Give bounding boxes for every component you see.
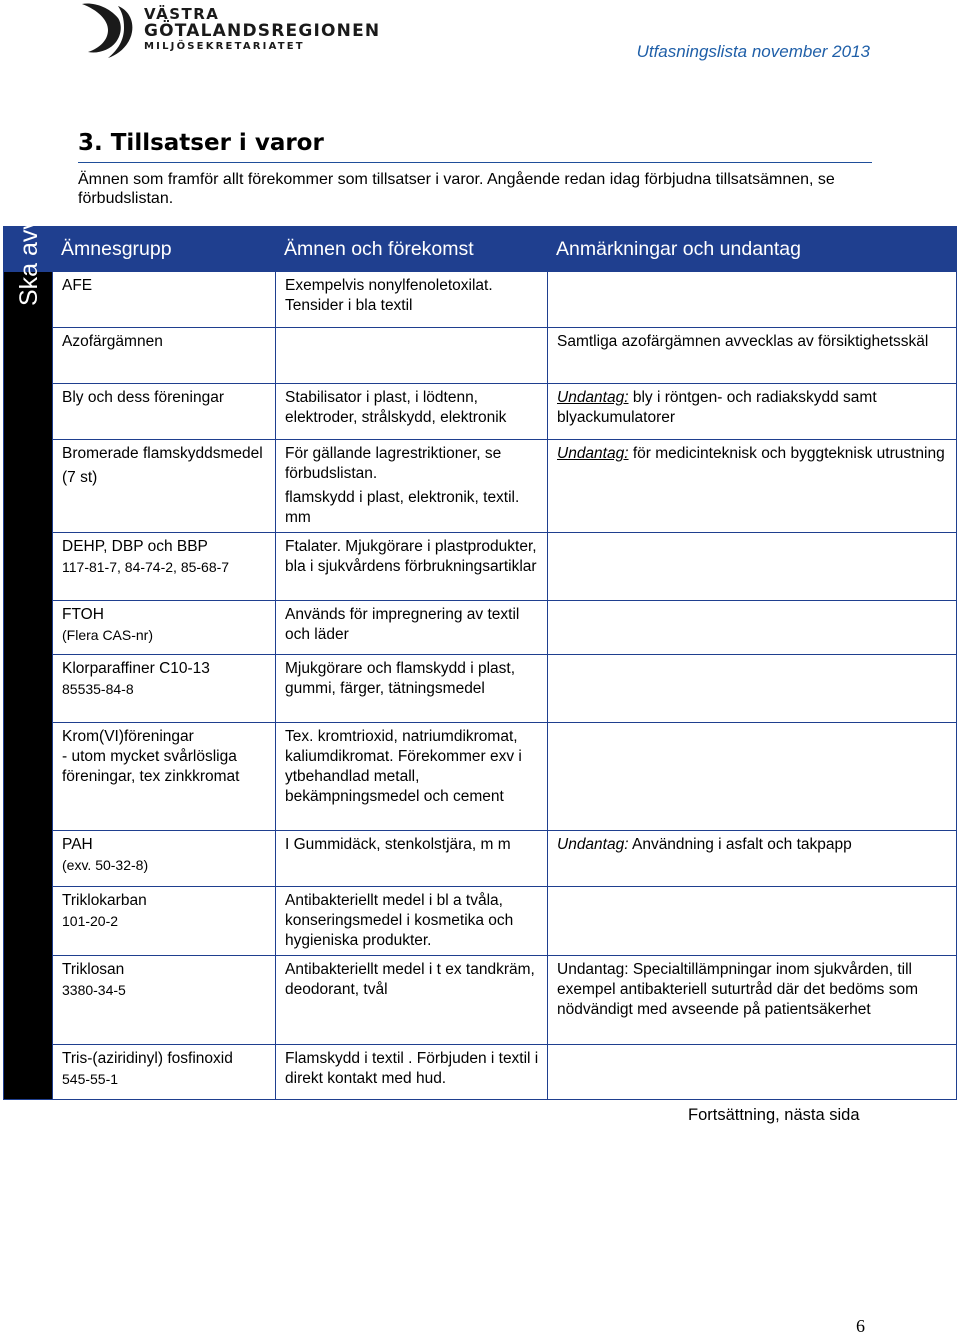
note-cell (548, 384, 957, 440)
occurrence-text: Stabilisator i plast, i lödtenn, elektroder, strålskydd, elektronik (285, 389, 507, 426)
occurrence-text: Flamskydd i textil . Förbjuden i textil i direkt kontakt med hud. (285, 1050, 539, 1087)
group-cell (53, 328, 276, 384)
group-name: Triklosan (62, 961, 125, 978)
note-cell (548, 440, 957, 533)
table-row (4, 440, 957, 533)
occurrence-cell (276, 831, 548, 887)
group-name: PAH (62, 836, 93, 853)
occurrence-text: Används för impregnering av textil och läder (285, 606, 520, 643)
note-text (557, 388, 948, 428)
occurrence-text: Antibakteriellt medel i bl a tvåla, konseringsmedel i kosmetika och hygieniska produkter. (285, 892, 514, 949)
group-name: Bly och dess föreningar (62, 389, 224, 406)
group-sub: 101-20-2 (62, 913, 119, 929)
logo-line1: VÄSTRA (144, 5, 220, 23)
group-cell (53, 723, 276, 831)
occurrence-cell (276, 655, 548, 723)
occurrence-cell (276, 956, 548, 1045)
group-name: Bromerade flamskyddsmedel (62, 445, 263, 462)
group-sub: - utom mycket svårlösliga föreningar, tex zinkkromat (62, 748, 240, 785)
group-cell (53, 440, 276, 533)
occurrence-cell (276, 887, 548, 956)
table-row (4, 533, 957, 601)
note-prefix: Undantag: (557, 445, 629, 462)
group-sub: 545-55-1 (62, 1071, 119, 1087)
table-row (4, 956, 957, 1045)
occurrence-text: För gällande lagrestriktioner, se förbudslistan. (285, 445, 502, 482)
group-sub: 85535-84-8 (62, 681, 134, 697)
table-row (4, 655, 957, 723)
header-notes: Anmärkningar och undantag (548, 227, 957, 272)
group-name: Tris-(aziridinyl) fosfinoxid (62, 1050, 233, 1067)
group-cell (53, 272, 276, 328)
group-sub: (Flera CAS-nr) (62, 627, 154, 643)
table-row (4, 328, 957, 384)
group-cell (53, 533, 276, 601)
header-group: Ämnesgrupp (53, 227, 276, 272)
occurrence-cell (276, 533, 548, 601)
group-cell (53, 887, 276, 956)
group-name: DEHP, DBP och BBP (62, 538, 208, 555)
note-cell (548, 1045, 957, 1100)
occurrence-text-2: flamskydd i plast, elektronik, textil. mm (285, 489, 520, 526)
note-text: Undantag: Specialtillämpningar inom sjukvården, till exempel antibakteriell suturtråd där det bedöms som nödvändigt med avseende på patientsäkerhet (557, 961, 918, 1018)
note-cell (548, 655, 957, 723)
logo (78, 0, 381, 62)
group-sub: 117-81-7, 84-74-2, 85-68-7 (62, 559, 230, 575)
group-name: Azofärgämnen (62, 333, 163, 350)
occurrence-cell (276, 601, 548, 655)
note-prefix: Undantag: (557, 389, 629, 406)
group-cell (53, 655, 276, 723)
occurrence-text: Antibakteriellt medel i t ex tandkräm, deodorant, tvål (285, 961, 535, 998)
table-row (4, 723, 957, 831)
header-date: Utfasningslista november 2013 (636, 42, 870, 61)
group-sub: (exv. 50-32-8) (62, 857, 149, 873)
side-label-cell (4, 272, 53, 1100)
section-title: 3. Tillsatser i varor (78, 130, 872, 163)
group-name: Krom(VI)föreningar (62, 728, 194, 745)
note-body: för medicinteknisk och byggteknisk utrustning (628, 445, 945, 462)
group-cell (53, 601, 276, 655)
logo-line2: GÖTALANDSREGIONEN (144, 21, 381, 41)
occurrence-cell (276, 440, 548, 533)
occurrence-text: I Gummidäck, stenkolstjära, m m (285, 836, 511, 853)
page-number: 6 (856, 1316, 865, 1336)
logo-line3: MILJÖSEKRETARIATET (144, 41, 305, 52)
table-row (4, 1045, 957, 1100)
table-row (4, 831, 957, 887)
side-label (14, 276, 44, 306)
group-sub: (7 st) (62, 469, 98, 486)
occurrence-cell (276, 384, 548, 440)
occurrence-cell (276, 272, 548, 328)
group-name: FTOH (62, 606, 104, 623)
note-body: bly i röntgen- och radiakskydd samt blyackumulatorer (557, 389, 877, 426)
table-row (4, 272, 957, 328)
group-cell (53, 831, 276, 887)
header-occurrence: Ämnen och förekomst (276, 227, 548, 272)
group-name: Klorparaffiner C10-13 (62, 660, 210, 677)
table-header-row (4, 227, 957, 272)
group-cell (53, 956, 276, 1045)
note-prefix: Undantag: (557, 836, 629, 853)
note-cell (548, 272, 957, 328)
note-cell (548, 533, 957, 601)
group-cell (53, 384, 276, 440)
group-name: AFE (62, 277, 93, 294)
note-text (557, 835, 948, 855)
note-cell (548, 723, 957, 831)
note-cell (548, 328, 957, 384)
note-cell (548, 601, 957, 655)
occurrence-cell (276, 1045, 548, 1100)
continued-note: Fortsättning, nästa sida (688, 1106, 860, 1124)
table-row (4, 887, 957, 956)
occurrence-text: Exempelvis nonylfenoletoxilat. Tensider i bla textil (285, 277, 493, 314)
table-row (4, 384, 957, 440)
note-body: Användning i asfalt och takpapp (628, 836, 852, 853)
table-row (4, 601, 957, 655)
group-cell (53, 1045, 276, 1100)
note-text (557, 444, 948, 464)
region-logo-icon (78, 0, 138, 60)
group-sub: 3380-34-5 (62, 982, 126, 998)
substance-table (3, 226, 957, 1100)
occurrence-text: Ftalater. Mjukgörare i plastprodukter, bla i sjukvårdens förbrukningsartiklar (285, 538, 537, 575)
note-cell (548, 956, 957, 1045)
occurrence-text: Tex. kromtrioxid, natriumdikromat, kaliumdikromat. Förekommer exv i ytbehandlad metall, bekämpningsmedel och cement (285, 728, 522, 805)
note-cell (548, 831, 957, 887)
group-name: Triklokarban (62, 892, 147, 909)
occurrence-cell (276, 723, 548, 831)
occurrence-text: Mjukgörare och flamskydd i plast, gummi, färger, tätningsmedel (285, 660, 516, 697)
note-cell (548, 887, 957, 956)
occurrence-cell (276, 328, 548, 384)
intro-text: Ämnen som framför allt förekommer som tillsatser i varor. Angående redan idag förbjudna tillsatsämnen, se förbudslistan. (78, 171, 835, 207)
note-text: Samtliga azofärgämnen avvecklas av försiktighetsskäl (557, 333, 929, 350)
